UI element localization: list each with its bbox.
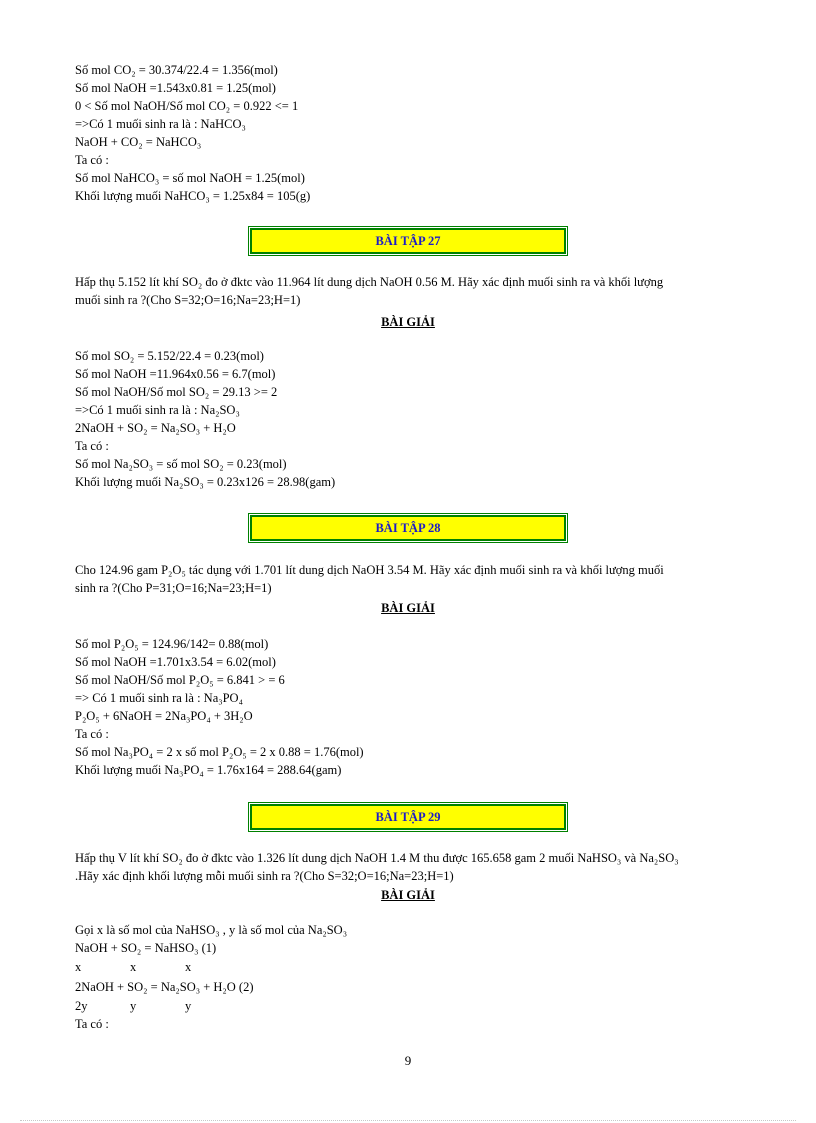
text-line: Số mol SO₂ = 5.152/22.4 = 0.23(mol) xyxy=(75,349,264,363)
text-line: NaOH + CO₂ = NaHCO₃ xyxy=(75,135,202,149)
text-line: Số mol NaOH =1.543x0.81 = 1.25(mol) xyxy=(75,81,276,95)
text-line: Ta có : xyxy=(75,153,109,167)
text-line: Khối lượng muối NaHCO₃ = 1.25x84 = 105(g) xyxy=(75,189,311,203)
text-line: Khối lượng muối Na₂SO₃ = 0.23x126 = 28.98(gam) xyxy=(75,475,336,489)
text-line: Số mol Na₂SO₃ = số mol SO₂ = 0.23(mol) xyxy=(75,457,287,471)
text-line: =>Có 1 muối sinh ra là : NaHCO₃ xyxy=(75,117,246,131)
coefficient: y xyxy=(185,999,192,1013)
coefficient-row xyxy=(75,998,240,1014)
text-line: =>Có 1 muối sinh ra là : Na₂SO₃ xyxy=(75,403,240,417)
problem-text: Hấp thụ 5.152 lít khí SO₂ đo ở đktc vào 11.964 lít dung dịch NaOH 0.56 M. Hãy xác định muối sinh ra và khối lượng xyxy=(75,275,664,289)
text-line: Gọi x là số mol của NaHSO₃ , y là số mol của Na₂SO₃ xyxy=(75,923,348,937)
coefficient-row xyxy=(75,959,240,975)
problem-text: sinh ra ?(Cho P=31;O=16;Na=23;H=1) xyxy=(75,581,272,595)
exercise-title-box: BÀI TẬP 29 xyxy=(250,804,566,830)
text-line: NaOH + SO₂ = NaHSO₃ (1) xyxy=(75,941,217,955)
coefficient: 2y xyxy=(75,999,88,1013)
problem-text: Hấp thụ V lít khí SO₂ đo ở đktc vào 1.326 lít dung dịch NaOH 1.4 M thu được 165.658 gam 2 muối NaHSO₃ và Na₂SO₃ xyxy=(75,851,679,865)
coefficient: x xyxy=(185,960,192,974)
solution-heading: BÀI GIẢI xyxy=(381,315,435,329)
text-line: Ta có : xyxy=(75,1017,109,1031)
text-line: Số mol CO₂ = 30.374/22.4 = 1.356(mol) xyxy=(75,63,278,77)
text-line: Số mol Na₃PO₄ = 2 x số mol P₂O₅ = 2 x 0.88 = 1.76(mol) xyxy=(75,745,364,759)
text-line: Khối lượng muối Na₃PO₄ = 1.76x164 = 288.64(gam) xyxy=(75,763,342,777)
problem-text: muối sinh ra ?(Cho S=32;O=16;Na=23;H=1) xyxy=(75,293,301,307)
text-line: Số mol NaHCO₃ = số mol NaOH = 1.25(mol) xyxy=(75,171,305,185)
text-line: Ta có : xyxy=(75,439,109,453)
coefficient: x xyxy=(75,960,82,974)
text-line: Số mol NaOH =11.964x0.56 = 6.7(mol) xyxy=(75,367,276,381)
solution-heading: BÀI GIẢI xyxy=(381,888,435,902)
text-line: Số mol NaOH/Số mol SO₂ = 29.13 >= 2 xyxy=(75,385,278,399)
text-line: 2NaOH + SO₂ = Na₂SO₃ + H₂O (2) xyxy=(75,980,254,994)
text-line: Số mol P₂O₅ = 124.96/142= 0.88(mol) xyxy=(75,637,269,651)
text-line: Ta có : xyxy=(75,727,109,741)
page-number: 9 xyxy=(404,1053,412,1068)
coefficient: x xyxy=(130,960,137,974)
text-line: Số mol NaOH =1.701x3.54 = 6.02(mol) xyxy=(75,655,276,669)
text-line: 0 < Số mol NaOH/Số mol CO₂ = 0.922 <= 1 xyxy=(75,99,299,113)
solution-heading: BÀI GIẢI xyxy=(381,601,435,615)
coefficient: y xyxy=(130,999,137,1013)
text-line: Số mol NaOH/Số mol P₂O₅ = 6.841 > = 6 xyxy=(75,673,285,687)
problem-text: Cho 124.96 gam P₂O₅ tác dụng với 1.701 lít dung dịch NaOH 3.54 M. Hãy xác định muối sinh ra và khối lượng muối xyxy=(75,563,664,577)
exercise-title-box: BÀI TẬP 27 xyxy=(250,228,566,254)
text-line: 2NaOH + SO₂ = Na₂SO₃ + H₂O xyxy=(75,421,236,435)
page-bottom-rule xyxy=(20,1120,796,1121)
problem-text: .Hãy xác định khối lượng mỗi muối sinh ra ?(Cho S=32;O=16;Na=23;H=1) xyxy=(75,869,454,883)
text-line: => Có 1 muối sinh ra là : Na₃PO₄ xyxy=(75,691,243,705)
exercise-title-box: BÀI TẬP 28 xyxy=(250,515,566,541)
text-line: P₂O₅ + 6NaOH = 2Na₃PO₄ + 3H₂O xyxy=(75,709,253,723)
